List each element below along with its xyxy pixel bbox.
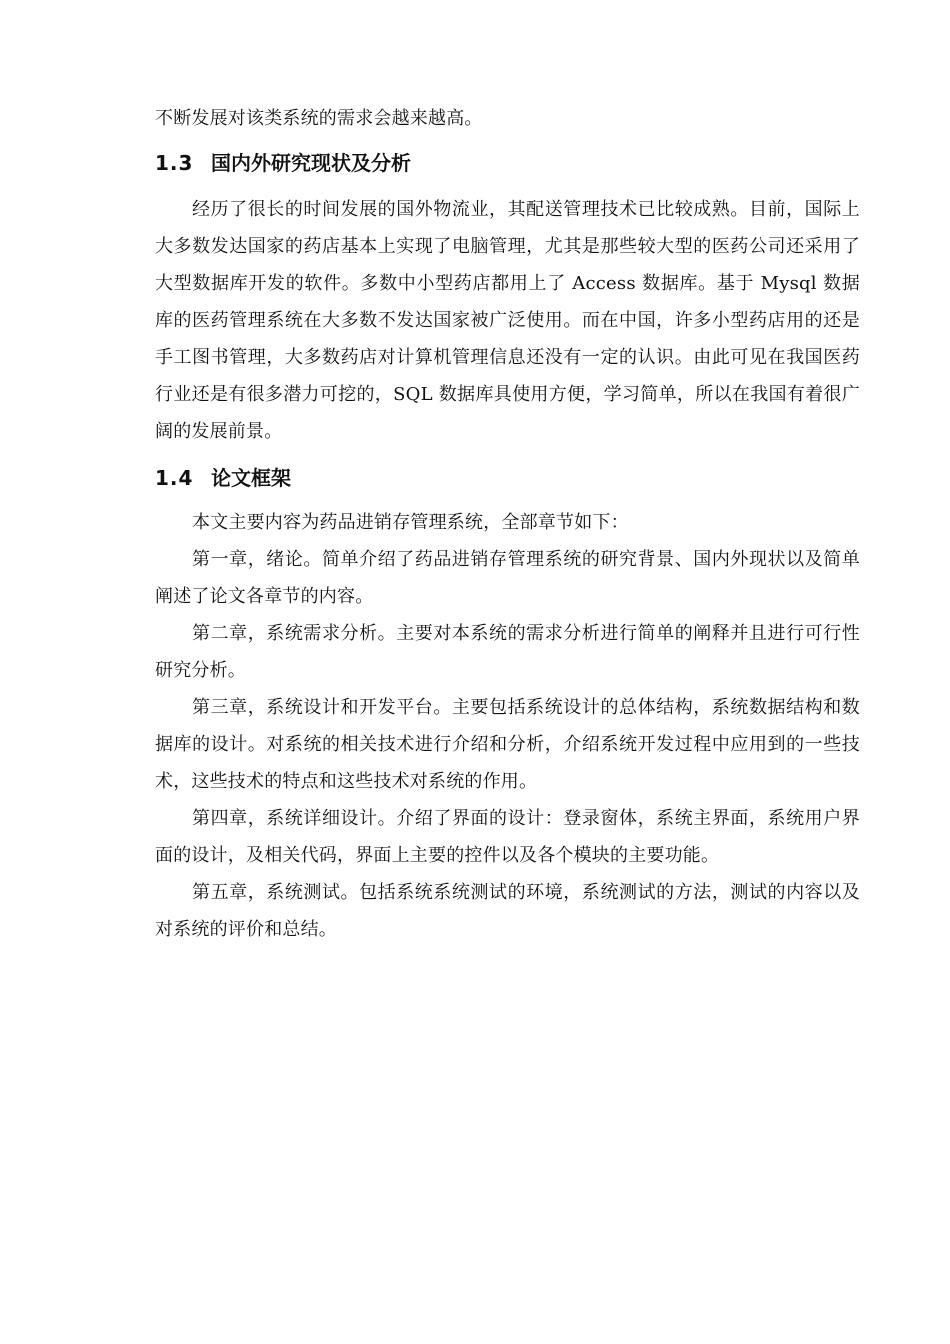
- section-title: 论文框架: [211, 466, 291, 490]
- chapter-5-paragraph: 第五章，系统测试。包括系统系统测试的环境，系统测试的方法，测试的内容以及对系统的评价和总结。: [155, 882, 860, 940]
- section-number: 1.4: [155, 466, 194, 490]
- framework-intro-paragraph: 本文主要内容为药品进销存管理系统，全部章节如下：: [192, 512, 629, 533]
- section-heading-1-4: [155, 464, 860, 492]
- research-status-paragraph: 经历了很长的时间发展的国外物流业，其配送管理技术已比较成熟。目前，国际上大多数发达国家的药店基本上实现了电脑管理，尤其是那些较大型的医药公司还采用了大型数据库开发的软件。多数中小型药店都用上了 Access 数据库。基于 Mysql 数据库的医药管理系统在大多数不发达国家被广泛使用。而在中国，许多小型药店用的还是手工图书管理，大多数药店对计算机管理信息还没有一定的认识。由此可见在我国医药行业还是有很多潜力可挖的，SQL 数据库具使用方便，学习简单，所以在我国有着很广阔的发展前景。: [155, 199, 860, 442]
- section-heading-1-3: [155, 149, 860, 177]
- document-page: [155, 100, 860, 948]
- section-number: 1.3: [155, 151, 194, 175]
- chapter-4-paragraph: 第四章，系统详细设计。介绍了界面的设计：登录窗体，系统主界面，系统用户界面的设计，及相关代码，界面上主要的控件以及各个模块的主要功能。: [155, 808, 860, 866]
- chapter-1-paragraph: 第一章，绪论。简单介绍了药品进销存管理系统的研究背景、国内外现状以及简单阐述了论文各章节的内容。: [155, 549, 860, 607]
- chapter-3-paragraph: 第三章，系统设计和开发平台。主要包括系统设计的总体结构，系统数据结构和数据库的设计。对系统的相关技术进行介绍和分析，介绍系统开发过程中应用到的一些技术，这些技术的特点和这些技术对系统的作用。: [155, 697, 860, 792]
- section-title: 国内外研究现状及分析: [211, 151, 411, 175]
- chapter-2-paragraph: 第二章，系统需求分析。主要对本系统的需求分析进行简单的阐释并且进行可行性研究分析。: [155, 623, 860, 681]
- intro-tail-paragraph: 不断发展对该类系统的需求会越来越高。: [155, 108, 483, 129]
